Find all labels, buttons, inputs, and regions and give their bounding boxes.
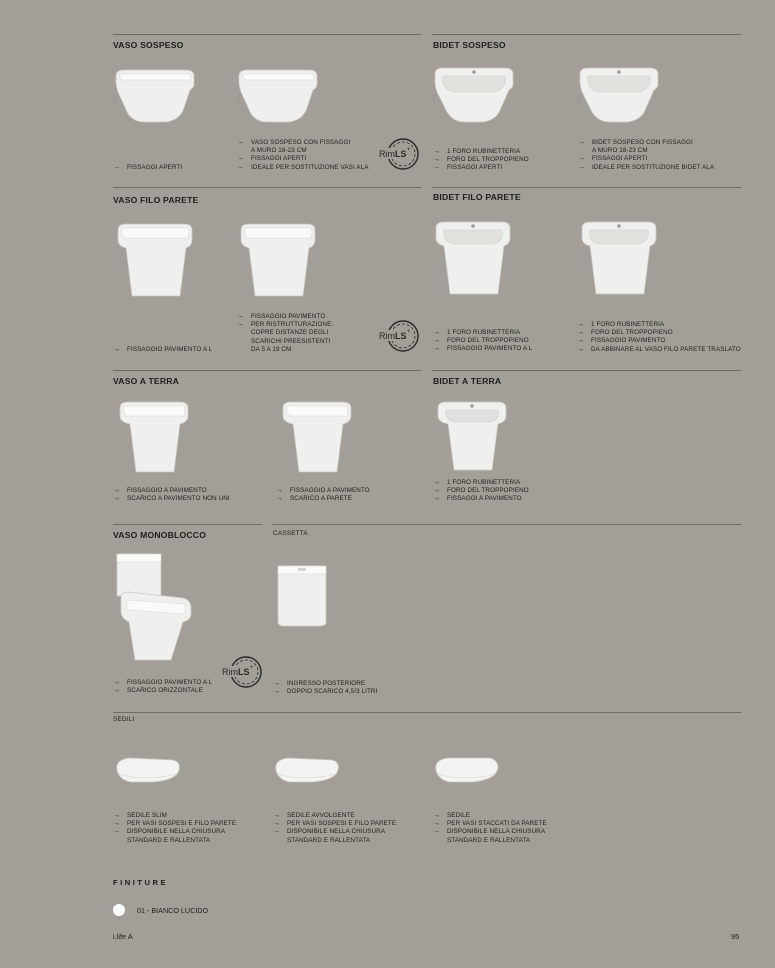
list-item: → 1 FORO RUBINETTERIA — [433, 479, 521, 486]
section-title-cassetta: CASSETTA — [273, 530, 308, 537]
list-item: → FISSAGGIO PAVIMENTO A L — [113, 346, 213, 353]
list-item: → FISSAGGIO PAVIMENTO — [237, 313, 326, 320]
feature-list-bidet-sospeso-1 — [433, 148, 529, 173]
feature-list-bidet-a-terra-1 — [433, 479, 529, 504]
svg-text:LS: LS — [238, 667, 250, 677]
list-item: → FISSAGGIO A PAVIMENTO — [276, 487, 370, 494]
list-item: → BIDET SOSPESO CON FISSAGGI — [578, 139, 693, 146]
list-item: → 1 FORO RUBINETTERIA — [577, 321, 665, 328]
section-title-bidet-filo-parete: BIDET FILO PARETE — [433, 192, 521, 202]
feature-list-bidet-filo-parete-2 — [577, 321, 741, 354]
list-item: → PER VASI SOSPESI E FILO PARETE — [273, 820, 397, 828]
list-item: → SCARICO A PAVIMENTO NON UNI — [113, 495, 230, 503]
feature-list-vaso-a-terra-2 — [276, 487, 370, 503]
rimls-logo — [221, 655, 263, 689]
standard-seat-image — [432, 752, 502, 788]
feature-list-vaso-a-terra-1 — [113, 487, 230, 503]
list-item: → FORO DEL TROPPOPIENO — [433, 337, 529, 345]
list-item: STANDARD E RALLENTATA — [287, 836, 371, 844]
list-item: COPRE DISTANZE DEGLI — [251, 329, 329, 337]
list-item: → PER RISTRUTTURAZIONE: — [237, 321, 334, 329]
svg-text:Rim: Rim — [379, 331, 395, 341]
list-item: SCARICHI PREESISTENTI — [251, 337, 331, 345]
svg-text:LS: LS — [395, 149, 407, 159]
list-item: → PER VASI STACCATI DA PARETE — [433, 820, 547, 828]
slim-seat-image — [113, 752, 183, 788]
section-title-bidet-sospeso: BIDET SOSPESO — [433, 40, 506, 50]
list-item: → FISSAGGIO PAVIMENTO A L — [433, 345, 533, 353]
list-item: → FISSAGGI APERTI — [578, 155, 648, 163]
list-item: → PER VASI SOSPESI E FILO PARETE — [113, 820, 237, 828]
list-item: → SEDILE SLIM — [113, 812, 167, 819]
list-item: → INGRESSO POSTERIORE — [273, 680, 366, 687]
rimls-logo — [378, 137, 420, 171]
list-item: → SEDILE — [433, 812, 470, 819]
back-to-wall-wc-image — [110, 216, 200, 302]
list-item: → FISSAGGIO PAVIMENTO A L — [113, 679, 213, 686]
list-item: → IDEALE PER SOSTITUZIONE VASI ALA — [237, 163, 369, 171]
list-item: → VASO SOSPESO CON FISSAGGI — [237, 139, 351, 146]
wall-hung-bidet-fixings-image — [574, 62, 664, 132]
list-item: → SEDILE AVVOLGENTE — [273, 812, 355, 819]
list-item: → 1 FORO RUBINETTERIA — [433, 148, 521, 155]
svg-text:+: + — [407, 147, 411, 153]
floor-standing-wc-image — [114, 396, 194, 478]
list-item: → FISSAGGI APERTI — [113, 164, 183, 171]
svg-text:+: + — [407, 329, 411, 335]
feature-list-vaso-sospeso-2 — [237, 139, 369, 172]
feature-list-vaso-monoblocco-1 — [113, 679, 212, 695]
list-item: → FORO DEL TROPPOPIENO — [433, 487, 529, 495]
list-item: → 1 FORO RUBINETTERIA — [433, 329, 521, 336]
svg-text:LS: LS — [395, 331, 407, 341]
page-number: 95 — [731, 932, 740, 941]
list-item: → FISSAGGIO PAVIMENTO — [577, 337, 666, 345]
finishes-title: FINITURE — [113, 878, 169, 887]
wall-hung-bidet-image — [429, 62, 519, 132]
feature-list-bidet-sospeso-2 — [578, 139, 714, 172]
feature-list-sedili-3 — [433, 812, 547, 845]
feature-list-cassetta-1 — [273, 680, 377, 696]
list-item: → FISSAGGI A PAVIMENTO — [433, 495, 522, 503]
finish-swatch-label: 01 - BIANCO LUCIDO — [137, 906, 209, 915]
list-item: → SCARICO A PARETE — [276, 495, 353, 503]
close-coupled-wc-image — [111, 552, 195, 666]
list-item: → FISSAGGI APERTI — [237, 155, 307, 163]
feature-list-vaso-filo-parete-2 — [237, 313, 333, 354]
back-to-wall-bidet-offset-image — [574, 214, 664, 300]
list-item: → DISPONIBILE NELLA CHIUSURA — [273, 828, 386, 836]
section-title-vaso-sospeso: VASO SOSPESO — [113, 40, 184, 50]
list-item: → SCARICO ORIZZONTALE — [113, 687, 203, 695]
rimls-logo — [378, 319, 420, 353]
feature-list-vaso-filo-parete-1 — [113, 346, 212, 354]
svg-text:Rim: Rim — [222, 667, 238, 677]
finish-swatch-white — [113, 904, 125, 916]
list-item: → DA ABBINARE AL VASO FILO PARETE TRASLATO — [577, 345, 741, 353]
feature-list-bidet-filo-parete-1 — [433, 329, 532, 354]
list-item: → IDEALE PER SOSTITUZIONE BIDET ALA — [578, 163, 715, 171]
feature-list-vaso-sospeso-1 — [113, 164, 182, 172]
back-to-wall-wc-renovation-image — [233, 216, 323, 302]
list-item: → FORO DEL TROPPOPIENO — [577, 329, 673, 337]
list-item: STANDARD E RALLENTATA — [127, 836, 211, 844]
section-title-vaso-monoblocco: VASO MONOBLOCCO — [113, 530, 207, 540]
section-title-vaso-a-terra: VASO A TERRA — [113, 376, 180, 386]
section-title-bidet-a-terra: BIDET A TERRA — [433, 376, 502, 386]
list-item: STANDARD E RALLENTATA — [447, 836, 531, 844]
list-item: → FISSAGGIO A PAVIMENTO — [113, 487, 207, 494]
wall-hung-wc-fixings-image — [233, 62, 323, 132]
back-to-wall-bidet-image — [428, 214, 518, 300]
svg-text:+: + — [250, 665, 254, 671]
floor-standing-wc-wall-outlet-image — [277, 396, 357, 478]
list-item: DA 5 A 19 CM — [251, 345, 292, 353]
list-item: A MURO 18-23 CM — [592, 147, 648, 155]
list-item: → FISSAGGI APERTI — [433, 164, 503, 172]
floor-standing-bidet-image — [432, 396, 512, 476]
footer-product-name: i.life A — [113, 932, 133, 941]
feature-list-sedili-2 — [273, 812, 396, 845]
list-item: → FORO DEL TROPPOPIENO — [433, 156, 529, 164]
feature-list-sedili-1 — [113, 812, 236, 845]
svg-text:Rim: Rim — [379, 149, 395, 159]
section-title-vaso-filo-parete: VASO FILO PARETE — [113, 195, 199, 205]
list-item: → DISPONIBILE NELLA CHIUSURA — [433, 828, 546, 836]
list-item: → DOPPIO SCARICO 4,5/3 LITRI — [273, 688, 378, 696]
wall-hung-wc-image — [110, 62, 200, 132]
list-item: → DISPONIBILE NELLA CHIUSURA — [113, 828, 226, 836]
wrap-over-seat-image — [272, 752, 342, 788]
list-item: A MURO 18-23 CM — [251, 147, 307, 155]
cistern-image — [274, 564, 330, 628]
section-title-sedili: SEDILI — [113, 716, 135, 723]
